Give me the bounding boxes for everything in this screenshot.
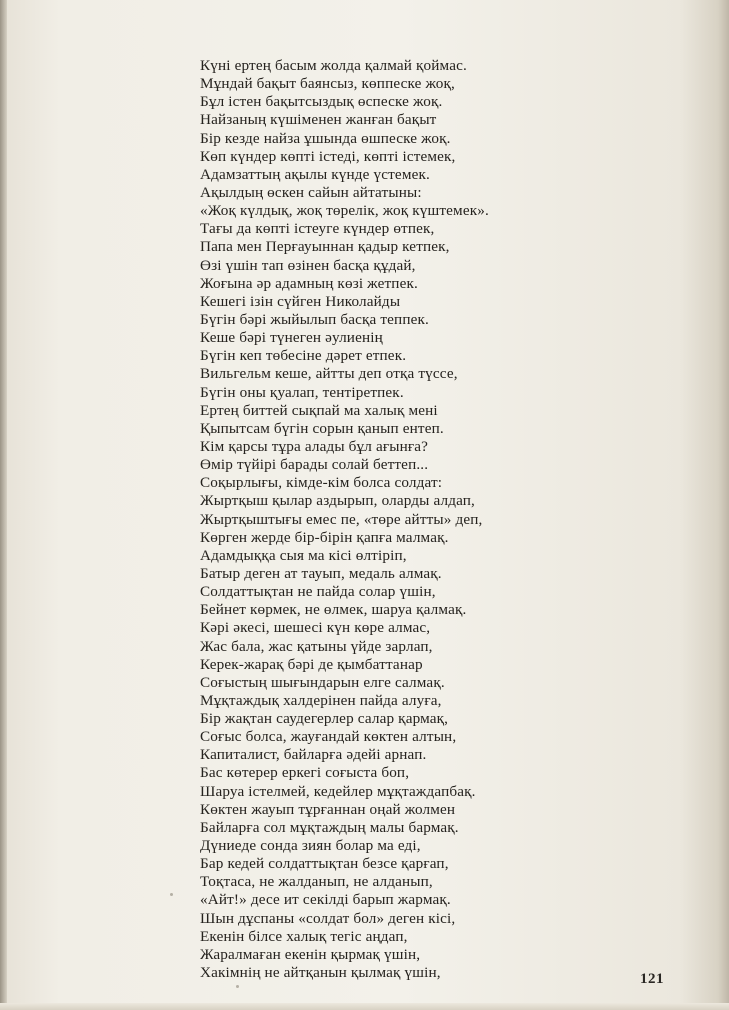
poem-line: Ақылдың өскен сайын айтатыны: — [200, 183, 422, 201]
poem-line: Бейнет көрмек, не өлмек, шаруа қалмақ. — [200, 601, 467, 619]
poem-line: Бүгін оны қуалап, тентіретпек. — [200, 383, 404, 401]
poem-line: Соғыстың шығындарын елге салмақ. — [200, 673, 445, 691]
poem-line: «Айт!» десе ит секілді барып жармақ. — [200, 891, 451, 909]
poem-line: Кәрі әкесі, шешесі күн көре алмас, — [200, 619, 431, 637]
poem-line: Соғыс болса, жауғандай көктен алтын, — [200, 728, 457, 746]
poem-line: Батыр деген ат тауып, медаль алмақ. — [200, 564, 442, 582]
poem-line: Хакімнің не айтқанын қылмақ үшін, — [200, 964, 441, 982]
poem-line: Жыртқыштығы емес пе, «төре айтты» деп, — [200, 510, 483, 528]
poem-line: Екенін білсе халық тегіс аңдап, — [200, 927, 408, 945]
poem-line: Солдаттықтан не пайда солар үшін, — [200, 583, 436, 601]
poem-line: Кім қарсы тұра алады бұл ағынға? — [200, 437, 429, 455]
poem-line: Вильгельм кеше, айтты деп отқа түссе, — [200, 365, 458, 383]
page-bottom-edge — [0, 1003, 729, 1010]
poem-line: Капиталист, байларға әдейі арнап. — [200, 746, 427, 764]
poem-line: Бір жақтан саудегерлер салар қармақ, — [200, 710, 449, 728]
page-number: 121 — [640, 971, 664, 987]
poem-line: Дүниеде сонда зиян болар ма еді, — [200, 837, 421, 855]
poem-line: Шаруа істелмей, кедейлер мұқтаждапбақ. — [200, 782, 476, 800]
poem-line: Адамзаттың ақылы күнде үстемек. — [200, 165, 430, 183]
page-binding-edge — [0, 0, 7, 1010]
poem-line: Бар кедей солдаттықтан безсе қарғап, — [200, 855, 449, 873]
poem-line: Папа мен Перғауыннан қадыр кетпек, — [200, 238, 450, 256]
poem-line: Адамдыққа сыя ма кісі өлтіріп, — [200, 546, 407, 564]
poem-line: Бұл істен бақытсыздық өспеске жоқ. — [200, 93, 443, 111]
poem-line: Жыртқыш қылар аздырып, оларды алдап, — [200, 492, 476, 510]
poem-line: Көрген жерде бір-бірін қапға малмақ. — [200, 528, 449, 546]
poem-line: Бас көтерер еркегі соғыста боп, — [200, 764, 410, 782]
poem-line: Жас бала, жас қатыны үйде зарлап, — [200, 637, 433, 655]
poem-line: «Жоқ күлдық, жоқ төрелік, жоқ күштемек». — [200, 202, 489, 220]
poem-line: Найзаның күшіменен жанған бақыт — [200, 111, 437, 129]
poem-line: Шын дұспаны «солдат бол» деген кісі, — [200, 909, 456, 927]
poem-line: Керек-жарақ бәрі де қымбаттанар — [200, 655, 423, 673]
poem-line: Кеше бәрі түнеген әулиенің — [200, 329, 383, 347]
poem-line: Бүгін бәрі жыйылып басқа теппек. — [200, 310, 429, 328]
poem-line: Өзі үшін тап өзінен басқа құдай, — [200, 256, 416, 274]
poem-line: Тоқтаса, не жалданып, не алданып, — [200, 873, 433, 891]
poem-line: Мұқтаждық халдерінен пайда алуға, — [200, 691, 442, 709]
poem-line: Жоғына әр адамның көзі жетпек. — [200, 274, 418, 292]
poem-line: Тағы да көпті істеуге күндер өтпек, — [200, 220, 435, 238]
poem-line: Күні ертең басым жолда қалмай қоймас. — [200, 57, 467, 74]
poem-line: Ертең биттей сықпай ма халық мені — [200, 401, 438, 419]
poem-line: Байларға сол мұқтаждың малы бармақ. — [200, 818, 459, 836]
poem-line: Көп күндер көпті істеді, көпті істемек, — [200, 147, 456, 165]
poem-line: Көктен жауып тұрғаннан оңай жолмен — [200, 800, 456, 818]
poem-line: Бүгін кеп төбесіне дәрет етпек. — [200, 347, 407, 365]
poem-line: Өмір түйірі барады солай беттеп... — [200, 456, 429, 474]
poem-line: Кешегі ізін сүйген Николайды — [200, 292, 401, 310]
paper-speck — [170, 893, 173, 896]
poem-line: Соқырлығы, кімде-кім болса солдат: — [200, 474, 443, 492]
poem-line: Мұндай бақыт баянсыз, көппеске жоқ, — [200, 75, 455, 93]
poem-text — [200, 57, 600, 982]
poem-line: Қыпытсам бүгін сорын қанып ентеп. — [200, 419, 444, 437]
poem-line: Жаралмаған екенін қырмақ үшін, — [200, 945, 421, 963]
poem-line: Бір кезде найза ұшында өшпеске жоқ. — [200, 129, 451, 147]
paper-speck — [236, 985, 239, 988]
